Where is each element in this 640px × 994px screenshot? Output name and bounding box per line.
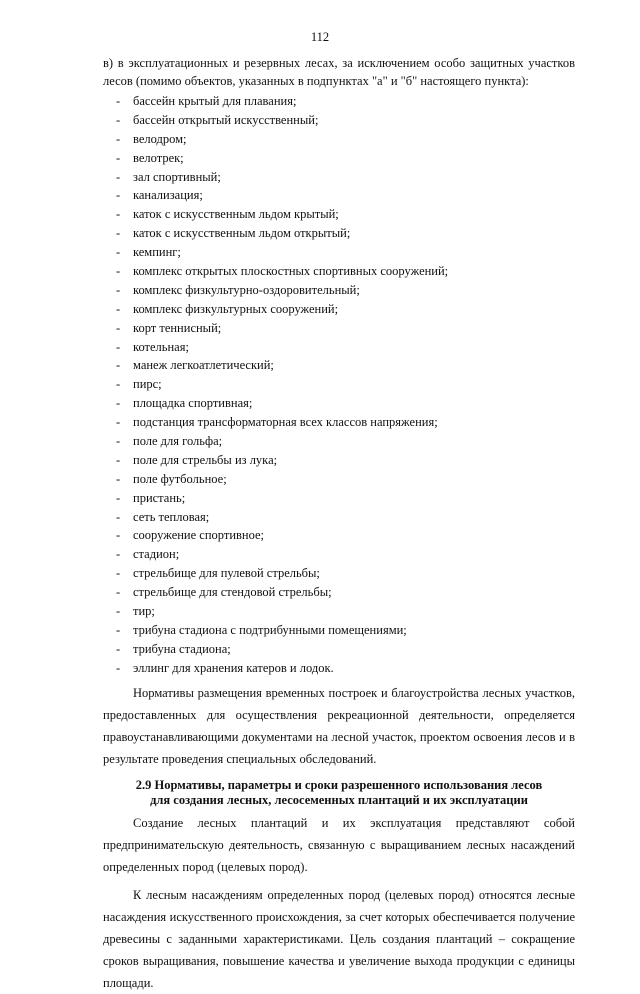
- list-item: [103, 489, 575, 508]
- object-list: [103, 92, 575, 678]
- list-dash: -: [116, 169, 121, 184]
- list-item-text: каток с искусственным льдом открытый;: [133, 226, 351, 241]
- list-item-text: поле футбольное;: [133, 471, 227, 486]
- page-number: 112: [310, 30, 330, 44]
- list-item-text: комплекс физкультурных сооружений;: [133, 301, 339, 316]
- list-dash: -: [116, 490, 121, 505]
- list-item: [103, 394, 575, 413]
- list-dash: -: [116, 207, 121, 222]
- list-item-text: бассейн крытый для плавания;: [133, 94, 297, 108]
- list-item: [103, 545, 575, 564]
- list-item-text: комплекс физкультурно-оздоровительный;: [133, 282, 360, 297]
- list-dash: -: [116, 245, 121, 260]
- list-item: [103, 526, 575, 545]
- list-item: [103, 413, 575, 432]
- list-item-text: сеть тепловая;: [133, 509, 210, 524]
- list-dash: -: [116, 471, 121, 486]
- list-dash: -: [116, 226, 121, 241]
- list-item: [103, 281, 575, 300]
- list-dash: -: [116, 282, 121, 297]
- paragraph-target-species: К лесным насаждениям определенных пород (целевых пород) относятся лесные насаждения искусственного происхождения, за счет которых обеспечивается получение древесины с заданными характеристиками. Цель создания плантаций – сокращение сроков выращивания, повышение качества и увеличение выхода продукции с единицы площади.: [103, 887, 575, 990]
- intro-paragraph: в) в эксплуатационных и резервных лесах, за исключением особо защитных участков лесов (помимо объектов, указанных в подпунктах "а" и "б" настоящего пункта):: [103, 56, 575, 88]
- list-item-text: комплекс открытых плоскостных спортивных сооружений;: [133, 264, 449, 279]
- list-item: [103, 564, 575, 583]
- list-dash: -: [116, 94, 121, 108]
- list-item-text: пирс;: [133, 377, 162, 392]
- list-item-text: стадион;: [133, 547, 180, 562]
- list-item-text: поле для гольфа;: [133, 434, 223, 449]
- list-item: [103, 356, 575, 375]
- list-item-text: трибуна стадиона;: [133, 641, 231, 656]
- list-item-text: подстанция трансформаторная всех классов напряжения;: [133, 415, 438, 430]
- list-item: [103, 168, 575, 187]
- paragraph-plantations: Создание лесных плантаций и их эксплуатация представляют собой предпринимательскую деятельность, связанную с выращиванием лесных насаждений определенных пород (целевых пород).: [103, 815, 575, 874]
- list-dash: -: [116, 452, 121, 467]
- list-item: [103, 583, 575, 602]
- list-item-text: сооружение спортивное;: [133, 528, 265, 543]
- list-dash: -: [116, 320, 121, 335]
- list-item-text: котельная;: [133, 339, 189, 354]
- list-item-text: стрельбище для стендовой стрельбы;: [133, 585, 332, 600]
- list-dash: -: [116, 415, 121, 430]
- list-item: [103, 432, 575, 451]
- list-dash: -: [116, 188, 121, 203]
- list-item: [103, 602, 575, 621]
- list-item: [103, 640, 575, 659]
- list-item-text: манеж легкоатлетический;: [133, 358, 274, 373]
- list-item-text: площадка спортивная;: [133, 396, 253, 411]
- list-dash: -: [116, 396, 121, 411]
- list-item: [103, 338, 575, 357]
- list-dash: -: [116, 641, 121, 656]
- list-item: [103, 205, 575, 224]
- list-item: [103, 470, 575, 489]
- section-heading-line-1: 2.9 Нормативы, параметры и сроки разрешенного использования лесов: [135, 777, 543, 792]
- document-body: [103, 54, 575, 994]
- list-item-text: корт теннисный;: [133, 320, 222, 335]
- list-item-text: бассейн открытый искусственный;: [133, 112, 319, 127]
- section-heading: [103, 778, 575, 808]
- list-item: [103, 375, 575, 394]
- list-dash: -: [116, 339, 121, 354]
- list-item: [103, 319, 575, 338]
- list-item: [103, 262, 575, 281]
- list-item-text: зал спортивный;: [133, 169, 221, 184]
- list-item-text: каток с искусственным льдом крытый;: [133, 207, 339, 222]
- list-dash: -: [116, 358, 121, 373]
- list-item-text: велодром;: [133, 131, 187, 146]
- list-dash: -: [116, 566, 121, 581]
- list-item: [103, 451, 575, 470]
- list-item-text: трибуна стадиона с подтрибунными помещениями;: [133, 622, 407, 637]
- list-dash: -: [116, 660, 121, 675]
- paragraph-temporary-buildings: Нормативы размещения временных построек и благоустройства лесных участков, предоставленных для осуществления рекреационной деятельности, определяется правоустанавливающими документами на лесной участок, проектом освоения лесов и в результате проведения специальных обследований.: [103, 685, 575, 766]
- list-item-text: велотрек;: [133, 150, 184, 165]
- list-dash: -: [116, 509, 121, 524]
- list-item-text: тир;: [133, 604, 155, 619]
- list-item-text: поле для стрельбы из лука;: [133, 452, 278, 467]
- list-dash: -: [116, 131, 121, 146]
- list-dash: -: [116, 547, 121, 562]
- list-item-text: эллинг для хранения катеров и лодок.: [133, 660, 334, 675]
- list-item: [103, 130, 575, 149]
- list-item-text: пристань;: [133, 490, 186, 505]
- list-item: [103, 300, 575, 319]
- list-item-text: канализация;: [133, 188, 203, 203]
- list-dash: -: [116, 264, 121, 279]
- list-item: [103, 243, 575, 262]
- list-item: [103, 659, 575, 678]
- list-item: [103, 621, 575, 640]
- list-item: [103, 111, 575, 130]
- list-item-text: кемпинг;: [133, 245, 181, 260]
- list-dash: -: [116, 585, 121, 600]
- list-item: [103, 186, 575, 205]
- list-item: [103, 92, 575, 111]
- list-dash: -: [116, 112, 121, 127]
- list-dash: -: [116, 150, 121, 165]
- list-dash: -: [116, 301, 121, 316]
- section-heading-line-2: для создания лесных, лесосеменных плантаций и их эксплуатации: [150, 792, 528, 807]
- list-dash: -: [116, 528, 121, 543]
- list-dash: -: [116, 434, 121, 449]
- list-item: [103, 224, 575, 243]
- list-item: [103, 508, 575, 527]
- list-dash: -: [116, 622, 121, 637]
- list-dash: -: [116, 377, 121, 392]
- list-dash: -: [116, 604, 121, 619]
- list-item: [103, 149, 575, 168]
- list-item-text: стрельбище для пулевой стрельбы;: [133, 566, 320, 581]
